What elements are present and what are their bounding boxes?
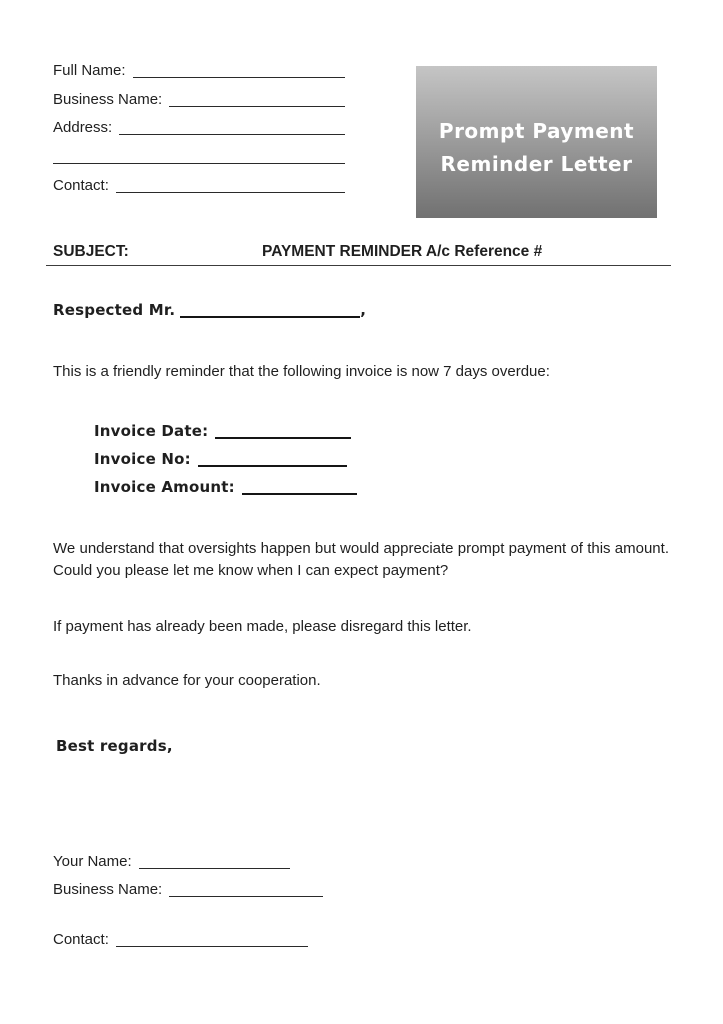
field-row-address <box>53 118 345 137</box>
invoice-date-fill-line <box>215 437 351 439</box>
subject-value: PAYMENT REMINDER A/c Reference # <box>262 243 543 260</box>
salutation-fill-line <box>180 316 360 318</box>
salutation-text: Respected Mr. <box>53 301 176 319</box>
address-fill-line <box>119 134 345 135</box>
field-row-signature-contact <box>53 930 308 949</box>
field-row-signature-business-name <box>53 880 323 899</box>
address-label: Address: <box>53 119 113 136</box>
invoice-no-label: Invoice No: <box>94 450 191 468</box>
your-name-fill-line <box>139 868 290 869</box>
banner-title-line1: Prompt Payment <box>438 119 635 143</box>
banner-title-line2: Reminder Letter <box>440 152 633 176</box>
field-row-business-name <box>53 90 345 109</box>
invoice-no-fill-line <box>198 465 347 467</box>
business-name-label: Business Name: <box>53 91 163 108</box>
business-name-fill-line <box>169 106 345 107</box>
subject-divider-rule <box>46 265 671 266</box>
field-row-invoice-amount <box>94 478 357 497</box>
field-row-invoice-date <box>94 422 351 441</box>
field-row-contact <box>53 176 345 195</box>
field-row-full-name <box>53 61 345 80</box>
full-name-label: Full Name: <box>53 62 126 79</box>
paragraph-prompt-payment: We understand that oversights happen but would appreciate prompt payment of this amount. Could you please let me know when I can expect payment? <box>53 540 669 579</box>
your-name-label: Your Name: <box>53 853 132 870</box>
invoice-amount-label: Invoice Amount: <box>94 478 235 496</box>
salutation-row <box>53 301 367 320</box>
signature-business-name-label: Business Name: <box>53 881 163 898</box>
field-row-your-name <box>53 852 290 871</box>
signature-contact-fill-line <box>116 946 308 947</box>
paragraph-thanks: Thanks in advance for your cooperation. <box>53 672 321 689</box>
invoice-date-label: Invoice Date: <box>94 422 209 440</box>
invoice-amount-fill-line <box>242 493 357 495</box>
salutation-comma: , <box>360 301 367 319</box>
signature-contact-label: Contact: <box>53 931 109 948</box>
contact-label: Contact: <box>53 177 109 194</box>
intro-paragraph: This is a friendly reminder that the following invoice is now 7 days overdue: <box>53 363 550 380</box>
signature-business-name-fill-line <box>169 896 323 897</box>
full-name-fill-line <box>133 77 345 78</box>
field-row-invoice-no <box>94 450 347 469</box>
subject-label: SUBJECT: <box>53 243 129 260</box>
closing-text: Best regards, <box>56 737 173 755</box>
field-row-address-line2 <box>53 147 345 166</box>
address-line2-fill-line <box>53 163 345 164</box>
banner <box>416 66 657 218</box>
paragraph-disregard: If payment has already been made, please disregard this letter. <box>53 618 472 635</box>
contact-fill-line <box>116 192 345 193</box>
